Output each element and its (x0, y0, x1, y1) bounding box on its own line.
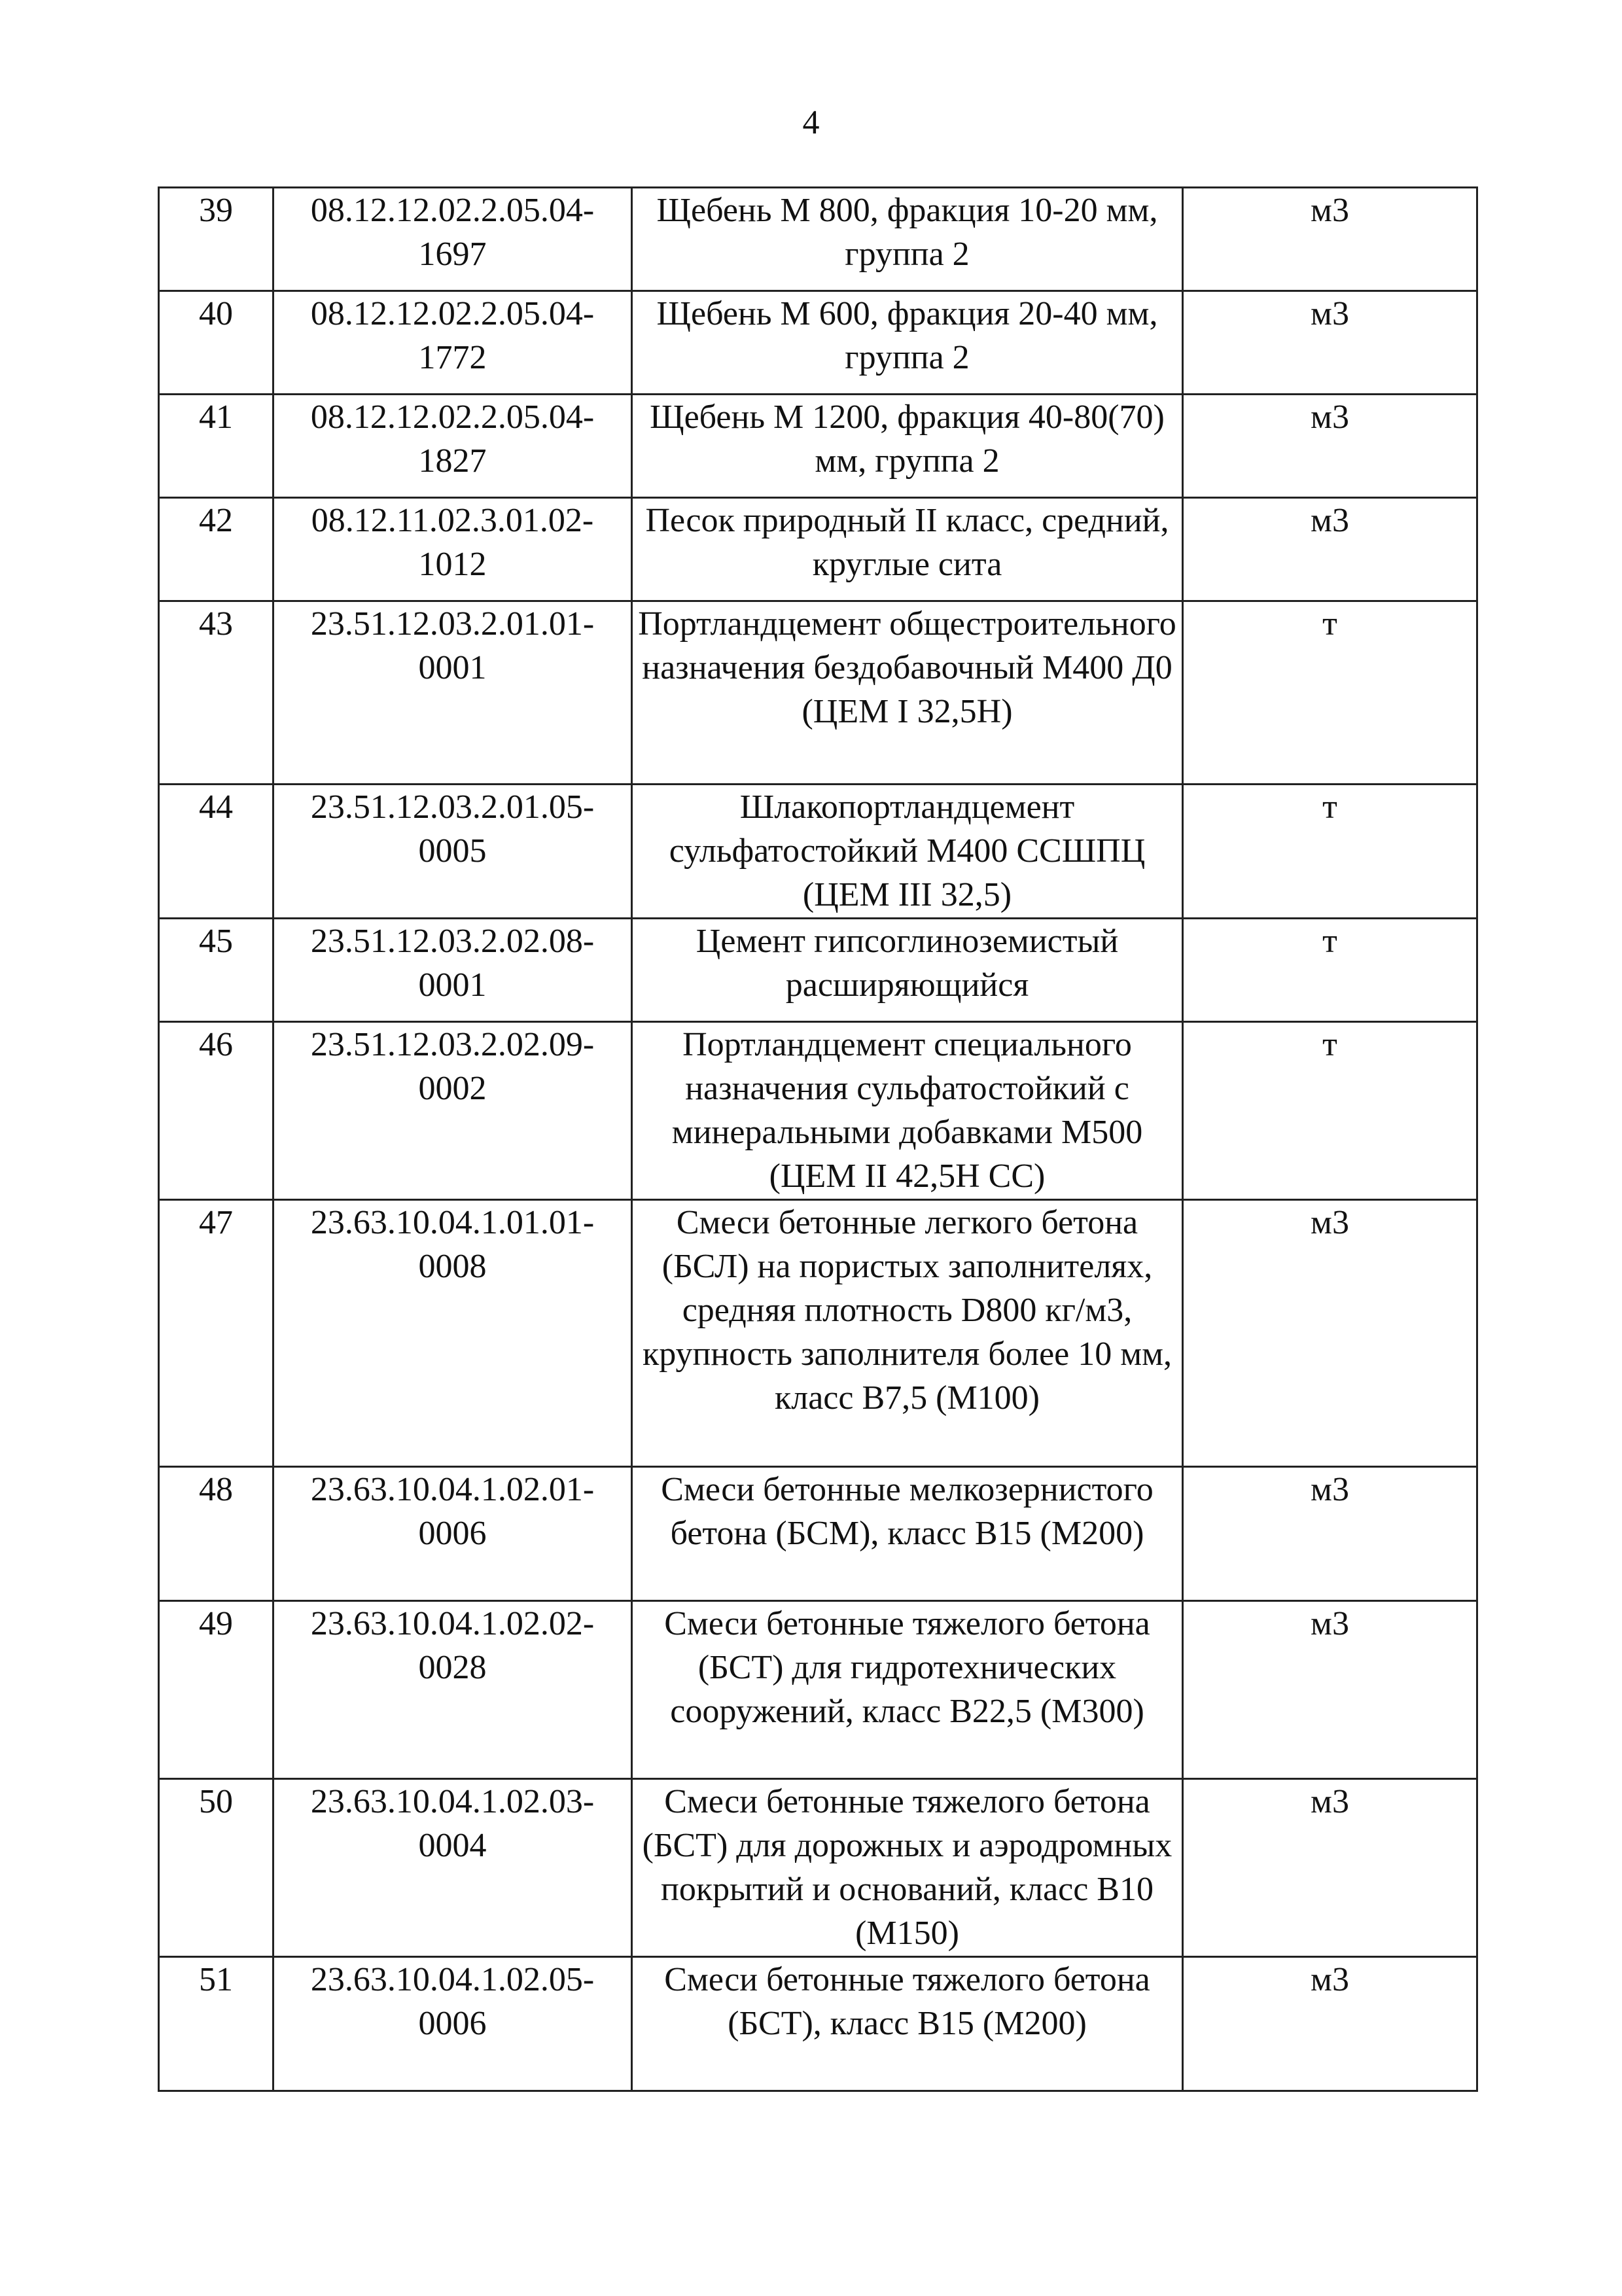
resource-code: 23.63.10.04.1.02.02-0028 (273, 1601, 632, 1779)
resource-name: Песок природный II класс, средний, круглые сита (632, 498, 1183, 601)
row-number: 44 (159, 785, 273, 919)
table-row (159, 1022, 1477, 1200)
unit-of-measure: т (1183, 785, 1477, 919)
table-row (159, 188, 1477, 291)
unit-of-measure: м3 (1183, 188, 1477, 291)
unit-of-measure: м3 (1183, 498, 1477, 601)
resource-name: Смеси бетонные тяжелого бетона (БСТ) для дорожных и аэродромных покрытий и оснований, класс В10 (М150) (632, 1779, 1183, 1957)
table-row (159, 919, 1477, 1022)
row-number: 48 (159, 1467, 273, 1601)
resource-name: Портландцемент специального назначения сульфатостойкий с минеральными добавками М500 (ЦЕМ II 42,5Н СС) (632, 1022, 1183, 1200)
resource-code: 23.63.10.04.1.02.03-0004 (273, 1779, 632, 1957)
resource-code: 23.51.12.03.2.01.01-0001 (273, 601, 632, 785)
unit-of-measure: т (1183, 1022, 1477, 1200)
resource-code: 23.51.12.03.2.02.09-0002 (273, 1022, 632, 1200)
resource-name: Щебень М 800, фракция 10-20 мм, группа 2 (632, 188, 1183, 291)
resource-code: 23.51.12.03.2.01.05-0005 (273, 785, 632, 919)
row-number: 45 (159, 919, 273, 1022)
table-row (159, 498, 1477, 601)
unit-of-measure: м3 (1183, 1957, 1477, 2091)
table-row (159, 1467, 1477, 1601)
resource-name: Щебень М 1200, фракция 40-80(70) мм, группа 2 (632, 395, 1183, 498)
resource-name: Смеси бетонные тяжелого бетона (БСТ) для гидротехнических сооружений, класс В22,5 (М300) (632, 1601, 1183, 1779)
resource-code: 23.51.12.03.2.02.08-0001 (273, 919, 632, 1022)
row-number: 47 (159, 1200, 273, 1467)
resource-name: Смеси бетонные мелкозернистого бетона (БСМ), класс В15 (М200) (632, 1467, 1183, 1601)
table-row (159, 1601, 1477, 1779)
row-number: 46 (159, 1022, 273, 1200)
resource-code: 08.12.11.02.3.01.02-1012 (273, 498, 632, 601)
resource-code: 23.63.10.04.1.02.01-0006 (273, 1467, 632, 1601)
table-row (159, 291, 1477, 395)
row-number: 41 (159, 395, 273, 498)
unit-of-measure: м3 (1183, 291, 1477, 395)
unit-of-measure: м3 (1183, 1467, 1477, 1601)
table-row (159, 1779, 1477, 1957)
unit-of-measure: м3 (1183, 395, 1477, 498)
table-row (159, 1957, 1477, 2091)
unit-of-measure: м3 (1183, 1200, 1477, 1467)
resource-code: 23.63.10.04.1.01.01-0008 (273, 1200, 632, 1467)
row-number: 50 (159, 1779, 273, 1957)
row-number: 40 (159, 291, 273, 395)
row-number: 49 (159, 1601, 273, 1779)
row-number: 39 (159, 188, 273, 291)
table-row (159, 395, 1477, 498)
table-row (159, 601, 1477, 785)
resource-name: Щебень М 600, фракция 20-40 мм, группа 2 (632, 291, 1183, 395)
table-row (159, 785, 1477, 919)
resource-code: 08.12.12.02.2.05.04-1772 (273, 291, 632, 395)
page-number: 4 (802, 104, 820, 141)
resource-code: 08.12.12.02.2.05.04-1827 (273, 395, 632, 498)
row-number: 51 (159, 1957, 273, 2091)
materials-table (158, 186, 1478, 2092)
resource-code: 08.12.12.02.2.05.04-1697 (273, 188, 632, 291)
row-number: 42 (159, 498, 273, 601)
unit-of-measure: м3 (1183, 1601, 1477, 1779)
resource-code: 23.63.10.04.1.02.05-0006 (273, 1957, 632, 2091)
row-number: 43 (159, 601, 273, 785)
resource-name: Смеси бетонные тяжелого бетона (БСТ), класс В15 (М200) (632, 1957, 1183, 2091)
resource-name: Портландцемент общестроительного назначения бездобавочный М400 Д0 (ЦЕМ I 32,5Н) (632, 601, 1183, 785)
table-row (159, 1200, 1477, 1467)
unit-of-measure: т (1183, 601, 1477, 785)
unit-of-measure: т (1183, 919, 1477, 1022)
resource-name: Шлакопортландцемент сульфатостойкий М400 ССШПЦ (ЦЕМ III 32,5) (632, 785, 1183, 919)
unit-of-measure: м3 (1183, 1779, 1477, 1957)
resource-name: Цемент гипсоглиноземистый расширяющийся (632, 919, 1183, 1022)
resource-name: Смеси бетонные легкого бетона (БСЛ) на пористых заполнителях, средняя плотность D800 кг/м3, крупность заполнителя более 10 мм, класс В7,5 (М100) (632, 1200, 1183, 1467)
